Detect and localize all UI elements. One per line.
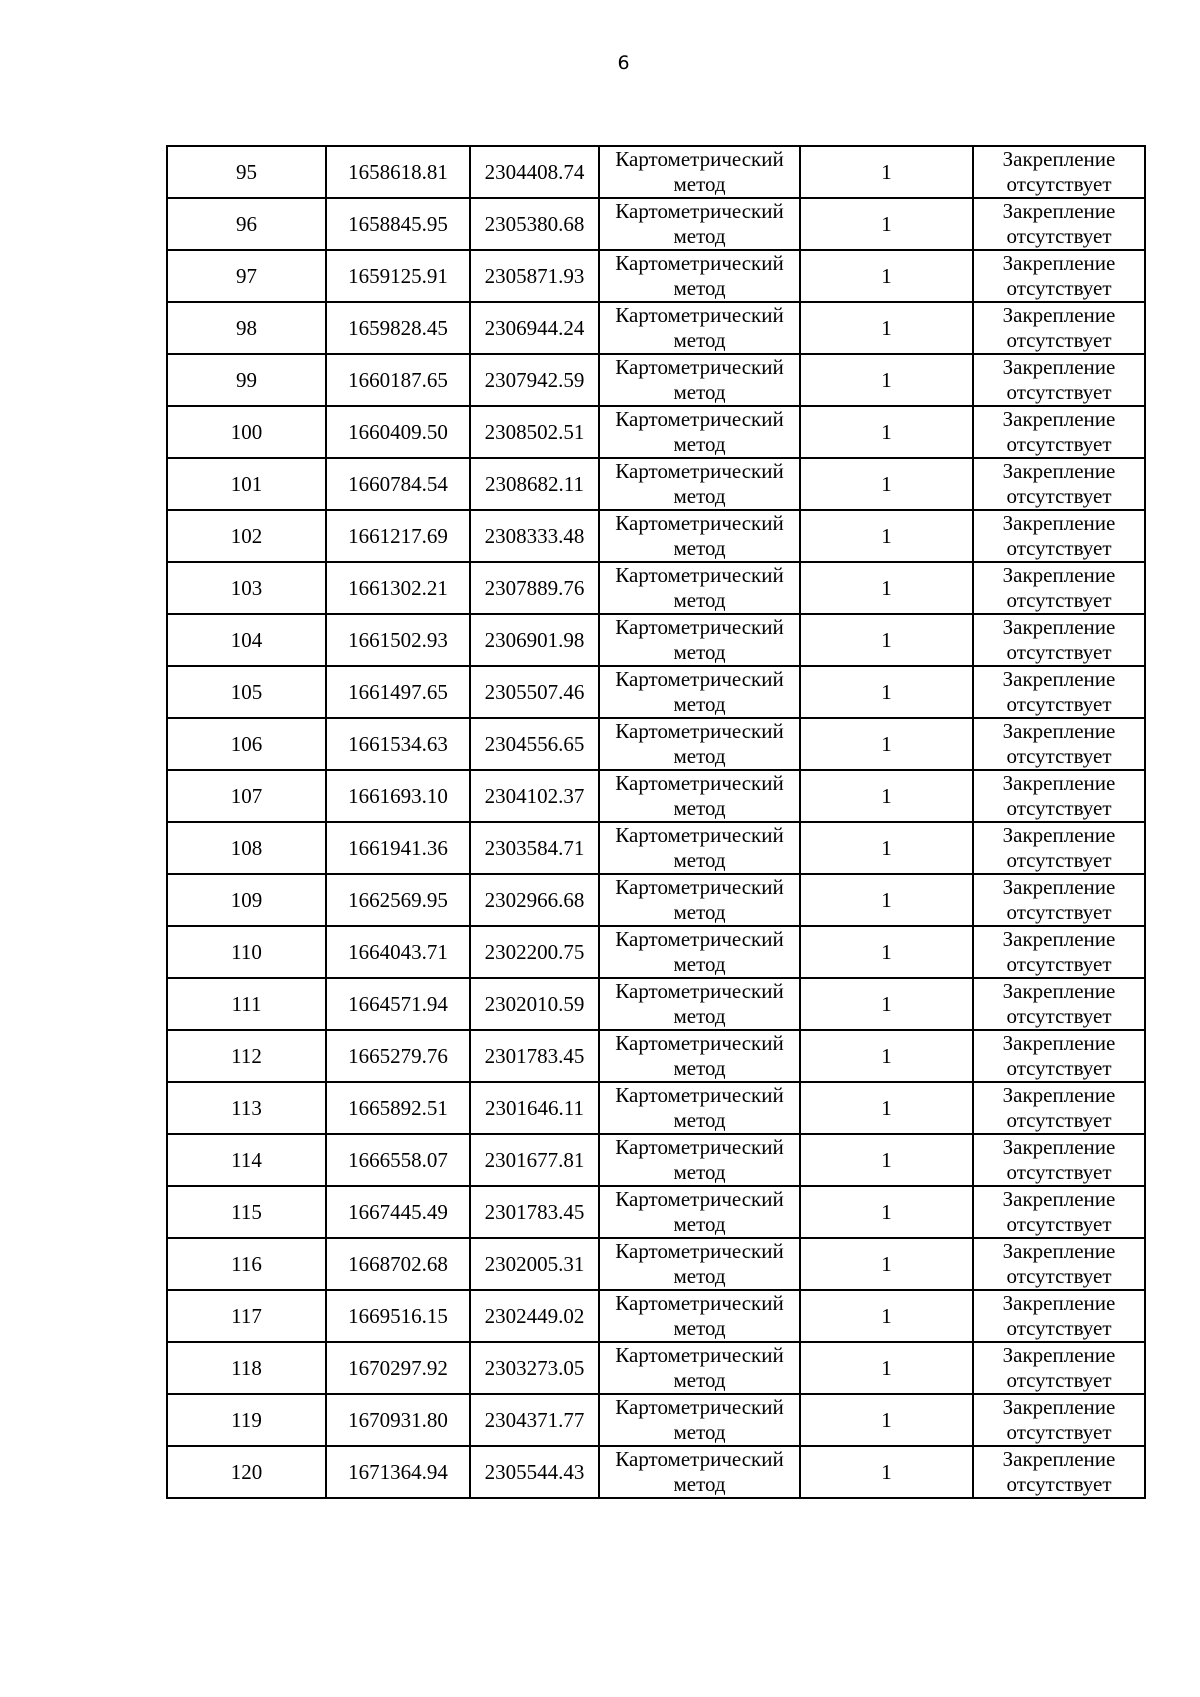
fixing-cell-line: Закрепление <box>1002 1291 1116 1315</box>
method-cell-line: Картометрический <box>615 199 784 223</box>
table-row <box>167 614 1145 666</box>
method-cell-line: Картометрический <box>615 615 784 639</box>
method-cell-line: Картометрический <box>615 147 784 171</box>
method-cell <box>599 666 800 718</box>
y-coordinate-cell: 2301783.45 <box>470 1186 599 1238</box>
method-cell <box>599 562 800 614</box>
fixing-cell-line: Закрепление <box>1002 1343 1116 1367</box>
x-coordinate-cell: 1659125.91 <box>326 250 470 302</box>
method-cell <box>599 1082 800 1134</box>
fixing-cell <box>973 1186 1145 1238</box>
fixing-cell-line: отсутствует <box>1006 1368 1112 1392</box>
x-coordinate-cell: 1665892.51 <box>326 1082 470 1134</box>
y-coordinate-cell: 2304102.37 <box>470 770 599 822</box>
y-coordinate-cell: 2305544.43 <box>470 1446 599 1498</box>
method-cell-line: метод <box>673 1212 726 1236</box>
method-cell-line: Картометрический <box>615 1239 784 1263</box>
fixing-cell-line: Закрепление <box>1002 1083 1116 1107</box>
method-cell-line: метод <box>673 640 726 664</box>
fixing-cell-line: отсутствует <box>1006 276 1112 300</box>
y-coordinate-cell: 2302005.31 <box>470 1238 599 1290</box>
method-cell-line: Картометрический <box>615 1135 784 1159</box>
accuracy-cell: 1 <box>800 1290 973 1342</box>
accuracy-cell: 1 <box>800 666 973 718</box>
fixing-cell-line: отсутствует <box>1006 328 1112 352</box>
table-row <box>167 510 1145 562</box>
table-row <box>167 1238 1145 1290</box>
method-cell <box>599 146 800 198</box>
method-cell-line: Картометрический <box>615 667 784 691</box>
y-coordinate-cell: 2306944.24 <box>470 302 599 354</box>
x-coordinate-cell: 1670931.80 <box>326 1394 470 1446</box>
accuracy-cell: 1 <box>800 1238 973 1290</box>
point-number-cell: 97 <box>167 250 326 302</box>
y-coordinate-cell: 2306901.98 <box>470 614 599 666</box>
fixing-cell-line: Закрепление <box>1002 1135 1116 1159</box>
method-cell-line: метод <box>673 536 726 560</box>
fixing-cell <box>973 874 1145 926</box>
fixing-cell-line: Закрепление <box>1002 511 1116 535</box>
fixing-cell <box>973 926 1145 978</box>
fixing-cell <box>973 1030 1145 1082</box>
y-coordinate-cell: 2307942.59 <box>470 354 599 406</box>
fixing-cell-line: Закрепление <box>1002 1031 1116 1055</box>
table-row <box>167 1446 1145 1498</box>
table-row <box>167 146 1145 198</box>
fixing-cell <box>973 770 1145 822</box>
accuracy-cell: 1 <box>800 874 973 926</box>
point-number-cell: 105 <box>167 666 326 718</box>
table-row <box>167 718 1145 770</box>
method-cell-line: Картометрический <box>615 1291 784 1315</box>
point-number-cell: 98 <box>167 302 326 354</box>
accuracy-cell: 1 <box>800 614 973 666</box>
method-cell <box>599 1134 800 1186</box>
accuracy-cell: 1 <box>800 406 973 458</box>
table-row <box>167 302 1145 354</box>
method-cell-line: Картометрический <box>615 251 784 275</box>
method-cell <box>599 250 800 302</box>
point-number-cell: 109 <box>167 874 326 926</box>
accuracy-cell: 1 <box>800 1186 973 1238</box>
x-coordinate-cell: 1669516.15 <box>326 1290 470 1342</box>
accuracy-cell: 1 <box>800 1082 973 1134</box>
point-number-cell: 102 <box>167 510 326 562</box>
x-coordinate-cell: 1660187.65 <box>326 354 470 406</box>
method-cell-line: Картометрический <box>615 1187 784 1211</box>
fixing-cell-line: Закрепление <box>1002 927 1116 951</box>
fixing-cell-line: отсутствует <box>1006 484 1112 508</box>
fixing-cell-line: Закрепление <box>1002 823 1116 847</box>
method-cell-line: Картометрический <box>615 1031 784 1055</box>
method-cell-line: Картометрический <box>615 407 784 431</box>
point-number-cell: 103 <box>167 562 326 614</box>
fixing-cell <box>973 458 1145 510</box>
x-coordinate-cell: 1661217.69 <box>326 510 470 562</box>
coordinates-table-body <box>167 146 1145 1498</box>
fixing-cell-line: отсутствует <box>1006 588 1112 612</box>
y-coordinate-cell: 2304556.65 <box>470 718 599 770</box>
y-coordinate-cell: 2305380.68 <box>470 198 599 250</box>
method-cell <box>599 1394 800 1446</box>
x-coordinate-cell: 1661534.63 <box>326 718 470 770</box>
table-row <box>167 1290 1145 1342</box>
fixing-cell-line: Закрепление <box>1002 251 1116 275</box>
fixing-cell <box>973 1446 1145 1498</box>
y-coordinate-cell: 2301783.45 <box>470 1030 599 1082</box>
fixing-cell <box>973 1134 1145 1186</box>
point-number-cell: 119 <box>167 1394 326 1446</box>
fixing-cell-line: Закрепление <box>1002 563 1116 587</box>
method-cell-line: Картометрический <box>615 563 784 587</box>
y-coordinate-cell: 2303273.05 <box>470 1342 599 1394</box>
method-cell-line: метод <box>673 172 726 196</box>
fixing-cell-line: отсутствует <box>1006 172 1112 196</box>
fixing-cell-line: Закрепление <box>1002 147 1116 171</box>
x-coordinate-cell: 1666558.07 <box>326 1134 470 1186</box>
table-row <box>167 666 1145 718</box>
fixing-cell-line: Закрепление <box>1002 1395 1116 1419</box>
point-number-cell: 117 <box>167 1290 326 1342</box>
point-number-cell: 114 <box>167 1134 326 1186</box>
method-cell <box>599 926 800 978</box>
fixing-cell-line: Закрепление <box>1002 355 1116 379</box>
y-coordinate-cell: 2305507.46 <box>470 666 599 718</box>
method-cell-line: Картометрический <box>615 1447 784 1471</box>
accuracy-cell: 1 <box>800 1342 973 1394</box>
method-cell-line: Картометрический <box>615 1083 784 1107</box>
method-cell-line: метод <box>673 432 726 456</box>
fixing-cell-line: Закрепление <box>1002 1239 1116 1263</box>
method-cell-line: Картометрический <box>615 979 784 1003</box>
method-cell-line: метод <box>673 796 726 820</box>
method-cell-line: метод <box>673 848 726 872</box>
fixing-cell <box>973 718 1145 770</box>
fixing-cell-line: Закрепление <box>1002 719 1116 743</box>
point-number-cell: 107 <box>167 770 326 822</box>
method-cell-line: Картометрический <box>615 771 784 795</box>
table-row <box>167 458 1145 510</box>
accuracy-cell: 1 <box>800 250 973 302</box>
fixing-cell <box>973 146 1145 198</box>
fixing-cell-line: Закрепление <box>1002 615 1116 639</box>
x-coordinate-cell: 1658618.81 <box>326 146 470 198</box>
method-cell-line: Картометрический <box>615 927 784 951</box>
method-cell-line: метод <box>673 1160 726 1184</box>
method-cell-line: метод <box>673 952 726 976</box>
fixing-cell <box>973 302 1145 354</box>
x-coordinate-cell: 1661941.36 <box>326 822 470 874</box>
point-number-cell: 99 <box>167 354 326 406</box>
y-coordinate-cell: 2304371.77 <box>470 1394 599 1446</box>
table-row <box>167 926 1145 978</box>
coordinates-table <box>166 145 1146 1499</box>
fixing-cell-line: Закрепление <box>1002 667 1116 691</box>
fixing-cell-line: отсутствует <box>1006 900 1112 924</box>
table-row <box>167 770 1145 822</box>
fixing-cell <box>973 1342 1145 1394</box>
x-coordinate-cell: 1660409.50 <box>326 406 470 458</box>
method-cell-line: метод <box>673 1368 726 1392</box>
x-coordinate-cell: 1662569.95 <box>326 874 470 926</box>
method-cell <box>599 510 800 562</box>
table-row <box>167 1394 1145 1446</box>
method-cell-line: Картометрический <box>615 1395 784 1419</box>
fixing-cell-line: Закрепление <box>1002 407 1116 431</box>
fixing-cell <box>973 1082 1145 1134</box>
fixing-cell-line: отсутствует <box>1006 796 1112 820</box>
y-coordinate-cell: 2301646.11 <box>470 1082 599 1134</box>
fixing-cell-line: Закрепление <box>1002 199 1116 223</box>
y-coordinate-cell: 2308333.48 <box>470 510 599 562</box>
y-coordinate-cell: 2304408.74 <box>470 146 599 198</box>
table-row <box>167 874 1145 926</box>
x-coordinate-cell: 1660784.54 <box>326 458 470 510</box>
fixing-cell-line: отсутствует <box>1006 692 1112 716</box>
fixing-cell-line: отсутствует <box>1006 848 1112 872</box>
fixing-cell-line: Закрепление <box>1002 459 1116 483</box>
method-cell-line: Картометрический <box>615 875 784 899</box>
fixing-cell-line: отсутствует <box>1006 1212 1112 1236</box>
x-coordinate-cell: 1661302.21 <box>326 562 470 614</box>
fixing-cell-line: Закрепление <box>1002 303 1116 327</box>
point-number-cell: 108 <box>167 822 326 874</box>
method-cell-line: Картометрический <box>615 355 784 379</box>
accuracy-cell: 1 <box>800 926 973 978</box>
y-coordinate-cell: 2302966.68 <box>470 874 599 926</box>
method-cell <box>599 822 800 874</box>
method-cell <box>599 198 800 250</box>
method-cell <box>599 1446 800 1498</box>
y-coordinate-cell: 2302010.59 <box>470 978 599 1030</box>
method-cell-line: Картометрический <box>615 719 784 743</box>
accuracy-cell: 1 <box>800 458 973 510</box>
accuracy-cell: 1 <box>800 510 973 562</box>
table-row <box>167 1082 1145 1134</box>
accuracy-cell: 1 <box>800 822 973 874</box>
fixing-cell <box>973 822 1145 874</box>
table-row <box>167 1030 1145 1082</box>
fixing-cell <box>973 510 1145 562</box>
fixing-cell-line: Закрепление <box>1002 979 1116 1003</box>
fixing-cell-line: Закрепление <box>1002 1447 1116 1471</box>
fixing-cell <box>973 1238 1145 1290</box>
point-number-cell: 104 <box>167 614 326 666</box>
fixing-cell <box>973 1290 1145 1342</box>
method-cell-line: метод <box>673 1056 726 1080</box>
accuracy-cell: 1 <box>800 354 973 406</box>
method-cell <box>599 1186 800 1238</box>
method-cell <box>599 458 800 510</box>
fixing-cell <box>973 614 1145 666</box>
method-cell <box>599 354 800 406</box>
point-number-cell: 111 <box>167 978 326 1030</box>
fixing-cell <box>973 250 1145 302</box>
y-coordinate-cell: 2307889.76 <box>470 562 599 614</box>
accuracy-cell: 1 <box>800 1446 973 1498</box>
fixing-cell-line: отсутствует <box>1006 744 1112 768</box>
point-number-cell: 110 <box>167 926 326 978</box>
y-coordinate-cell: 2305871.93 <box>470 250 599 302</box>
table-row <box>167 1342 1145 1394</box>
table-row <box>167 1186 1145 1238</box>
table-row <box>167 822 1145 874</box>
method-cell-line: Картометрический <box>615 1343 784 1367</box>
method-cell <box>599 770 800 822</box>
method-cell-line: Картометрический <box>615 459 784 483</box>
fixing-cell-line: отсутствует <box>1006 380 1112 404</box>
x-coordinate-cell: 1665279.76 <box>326 1030 470 1082</box>
fixing-cell-line: отсутствует <box>1006 1160 1112 1184</box>
y-coordinate-cell: 2301677.81 <box>470 1134 599 1186</box>
method-cell-line: метод <box>673 328 726 352</box>
point-number-cell: 118 <box>167 1342 326 1394</box>
method-cell-line: метод <box>673 692 726 716</box>
point-number-cell: 96 <box>167 198 326 250</box>
method-cell-line: метод <box>673 588 726 612</box>
accuracy-cell: 1 <box>800 1030 973 1082</box>
method-cell <box>599 406 800 458</box>
table-row <box>167 250 1145 302</box>
page-number: 6 <box>617 52 630 74</box>
fixing-cell-line: Закрепление <box>1002 771 1116 795</box>
x-coordinate-cell: 1664043.71 <box>326 926 470 978</box>
method-cell-line: метод <box>673 224 726 248</box>
method-cell-line: метод <box>673 1264 726 1288</box>
method-cell-line: метод <box>673 900 726 924</box>
point-number-cell: 100 <box>167 406 326 458</box>
method-cell-line: метод <box>673 1316 726 1340</box>
x-coordinate-cell: 1667445.49 <box>326 1186 470 1238</box>
fixing-cell <box>973 562 1145 614</box>
fixing-cell <box>973 198 1145 250</box>
method-cell-line: метод <box>673 1420 726 1444</box>
x-coordinate-cell: 1661497.65 <box>326 666 470 718</box>
y-coordinate-cell: 2303584.71 <box>470 822 599 874</box>
point-number-cell: 120 <box>167 1446 326 1498</box>
accuracy-cell: 1 <box>800 198 973 250</box>
accuracy-cell: 1 <box>800 1134 973 1186</box>
x-coordinate-cell: 1659828.45 <box>326 302 470 354</box>
method-cell-line: метод <box>673 380 726 404</box>
method-cell <box>599 1290 800 1342</box>
method-cell <box>599 978 800 1030</box>
y-coordinate-cell: 2308502.51 <box>470 406 599 458</box>
fixing-cell <box>973 978 1145 1030</box>
fixing-cell-line: отсутствует <box>1006 536 1112 560</box>
method-cell-line: метод <box>673 1108 726 1132</box>
fixing-cell-line: отсутствует <box>1006 952 1112 976</box>
accuracy-cell: 1 <box>800 146 973 198</box>
accuracy-cell: 1 <box>800 562 973 614</box>
table-row <box>167 198 1145 250</box>
accuracy-cell: 1 <box>800 1394 973 1446</box>
fixing-cell-line: отсутствует <box>1006 640 1112 664</box>
x-coordinate-cell: 1661502.93 <box>326 614 470 666</box>
method-cell-line: Картометрический <box>615 303 784 327</box>
method-cell-line: метод <box>673 276 726 300</box>
table-row <box>167 354 1145 406</box>
method-cell-line: метод <box>673 1472 726 1496</box>
fixing-cell-line: Закрепление <box>1002 1187 1116 1211</box>
fixing-cell <box>973 1394 1145 1446</box>
method-cell <box>599 614 800 666</box>
fixing-cell-line: отсутствует <box>1006 1420 1112 1444</box>
accuracy-cell: 1 <box>800 718 973 770</box>
fixing-cell-line: отсутствует <box>1006 224 1112 248</box>
y-coordinate-cell: 2302449.02 <box>470 1290 599 1342</box>
fixing-cell-line: отсутствует <box>1006 1264 1112 1288</box>
table-row <box>167 406 1145 458</box>
method-cell <box>599 718 800 770</box>
y-coordinate-cell: 2308682.11 <box>470 458 599 510</box>
x-coordinate-cell: 1670297.92 <box>326 1342 470 1394</box>
point-number-cell: 106 <box>167 718 326 770</box>
point-number-cell: 116 <box>167 1238 326 1290</box>
fixing-cell <box>973 666 1145 718</box>
fixing-cell-line: отсутствует <box>1006 1108 1112 1132</box>
fixing-cell-line: отсутствует <box>1006 1316 1112 1340</box>
fixing-cell <box>973 406 1145 458</box>
method-cell-line: Картометрический <box>615 823 784 847</box>
x-coordinate-cell: 1661693.10 <box>326 770 470 822</box>
table-row <box>167 562 1145 614</box>
point-number-cell: 115 <box>167 1186 326 1238</box>
point-number-cell: 112 <box>167 1030 326 1082</box>
y-coordinate-cell: 2302200.75 <box>470 926 599 978</box>
point-number-cell: 101 <box>167 458 326 510</box>
method-cell <box>599 1030 800 1082</box>
method-cell <box>599 1342 800 1394</box>
method-cell-line: Картометрический <box>615 511 784 535</box>
fixing-cell-line: отсутствует <box>1006 1472 1112 1496</box>
method-cell-line: метод <box>673 484 726 508</box>
x-coordinate-cell: 1664571.94 <box>326 978 470 1030</box>
point-number-cell: 95 <box>167 146 326 198</box>
accuracy-cell: 1 <box>800 770 973 822</box>
fixing-cell <box>973 354 1145 406</box>
accuracy-cell: 1 <box>800 978 973 1030</box>
fixing-cell-line: отсутствует <box>1006 432 1112 456</box>
point-number-cell: 113 <box>167 1082 326 1134</box>
fixing-cell-line: отсутствует <box>1006 1056 1112 1080</box>
method-cell <box>599 302 800 354</box>
fixing-cell-line: Закрепление <box>1002 875 1116 899</box>
table-row <box>167 978 1145 1030</box>
fixing-cell-line: отсутствует <box>1006 1004 1112 1028</box>
x-coordinate-cell: 1668702.68 <box>326 1238 470 1290</box>
method-cell-line: метод <box>673 1004 726 1028</box>
method-cell <box>599 874 800 926</box>
method-cell <box>599 1238 800 1290</box>
table-row <box>167 1134 1145 1186</box>
x-coordinate-cell: 1671364.94 <box>326 1446 470 1498</box>
x-coordinate-cell: 1658845.95 <box>326 198 470 250</box>
accuracy-cell: 1 <box>800 302 973 354</box>
method-cell-line: метод <box>673 744 726 768</box>
